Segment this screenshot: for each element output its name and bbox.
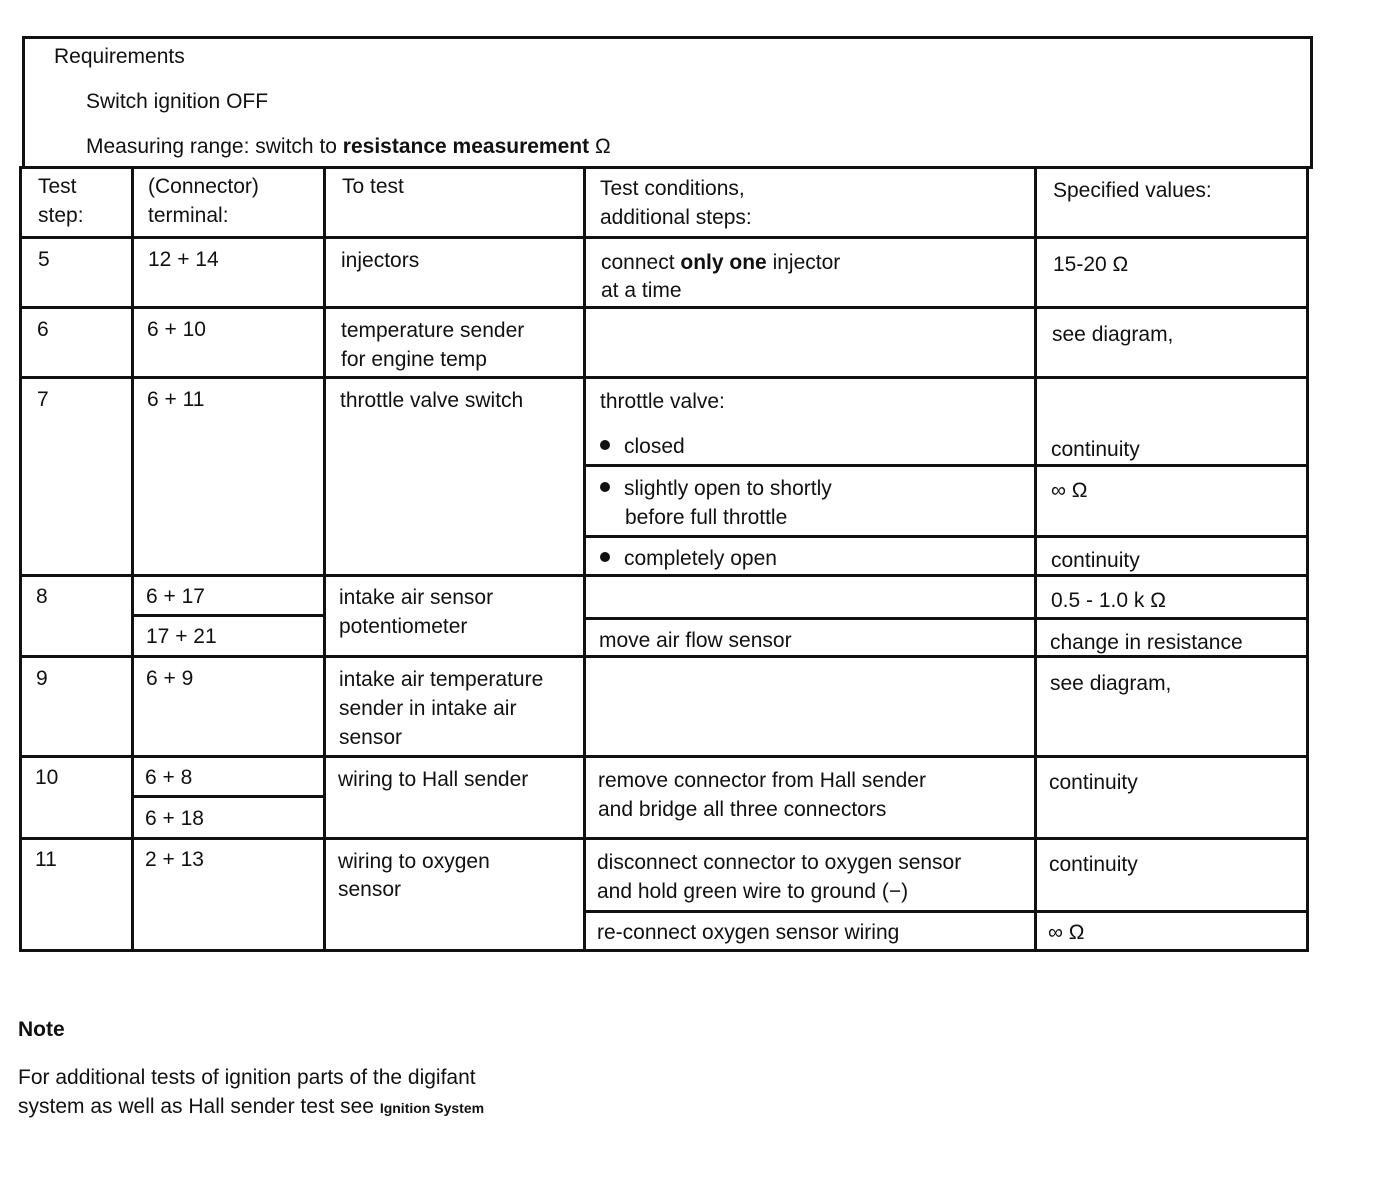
requirements-line-2 xyxy=(86,132,611,161)
header-to-test: To test xyxy=(342,175,404,198)
row5-test: injectors xyxy=(341,249,420,272)
note-line-1: For additional tests of ignition parts of the digifant xyxy=(18,1066,476,1089)
row5-terminal: 12 + 14 xyxy=(148,248,219,271)
row10-cond-line1: remove connector from Hall sender xyxy=(598,769,926,792)
row7-terminal: 6 + 11 xyxy=(147,388,205,411)
row6-test-line1: temperature sender xyxy=(341,319,525,342)
measuring-range-suffix: Ω xyxy=(589,135,611,158)
row7-value-closed: continuity xyxy=(1051,438,1140,461)
requirements-title: Requirements xyxy=(54,45,185,68)
row7-closed-label: closed xyxy=(624,435,685,458)
measuring-range-prefix: Measuring range: switch to xyxy=(86,135,343,158)
row8-value-b: change in resistance xyxy=(1050,631,1243,654)
row5-condition xyxy=(601,248,840,277)
note-title: Note xyxy=(18,1018,65,1041)
row8-value-a: 0.5 - 1.0 k Ω xyxy=(1051,589,1166,612)
row11-test-line1: wiring to oxygen xyxy=(338,850,490,873)
row-line-header xyxy=(19,236,1309,239)
requirements-line-1: Switch ignition OFF xyxy=(86,90,269,113)
col-line-2 xyxy=(323,166,326,952)
header-terminal: (Connector) terminal: xyxy=(148,175,259,227)
row10-terminal-b: 6 + 18 xyxy=(145,807,204,830)
row6-step: 6 xyxy=(37,318,49,341)
row7-test: throttle valve switch xyxy=(340,389,524,412)
row7-value-open: continuity xyxy=(1051,549,1140,572)
row-line-9 xyxy=(19,755,1309,758)
row7-sub-line-2 xyxy=(583,535,1309,538)
row5-cond-post: injector xyxy=(766,251,841,274)
row11-step: 11 xyxy=(35,848,57,871)
row9-test-line3: sensor xyxy=(339,726,403,749)
row7-bullet-slightly xyxy=(600,474,832,503)
row6-value: see diagram, xyxy=(1052,323,1174,346)
row7-step: 7 xyxy=(37,388,49,411)
row9-test-line2: sender in intake air xyxy=(339,697,517,720)
row-line-6 xyxy=(19,376,1309,379)
row8-condition-b: move air flow sensor xyxy=(599,629,792,652)
row11-cond-a-line2: and hold green wire to ground (−) xyxy=(597,880,909,903)
row9-test-line1: intake air temperature xyxy=(339,668,544,691)
row8-sub-line-terminal xyxy=(131,614,325,617)
row10-test: wiring to Hall sender xyxy=(338,768,529,791)
row5-cond-pre: connect xyxy=(601,251,681,274)
row6-test-line2: for engine temp xyxy=(341,348,487,371)
row7-value-slightly: ∞ Ω xyxy=(1051,479,1088,502)
row5-step: 5 xyxy=(38,248,50,271)
row11-cond-a-line1: disconnect connector to oxygen sensor xyxy=(597,851,962,874)
row9-step: 9 xyxy=(36,667,48,690)
row9-value: see diagram, xyxy=(1050,672,1172,695)
row6-terminal: 6 + 10 xyxy=(147,318,206,341)
row9-terminal: 6 + 9 xyxy=(146,667,194,690)
row10-step: 10 xyxy=(35,766,59,789)
row11-value-b: ∞ Ω xyxy=(1048,921,1085,944)
row7-slightly-label: slightly open to shortly xyxy=(624,477,832,500)
row8-test-line1: intake air sensor xyxy=(339,586,494,609)
row8-sub-line-right xyxy=(583,617,1309,620)
row8-step: 8 xyxy=(36,585,48,608)
col-line-1 xyxy=(131,166,134,952)
note-line-2-text: system as well as Hall sender test see xyxy=(18,1095,380,1118)
row11-sub-line-right xyxy=(583,910,1309,913)
row8-terminal-a: 6 + 17 xyxy=(146,585,205,608)
row-line-10 xyxy=(19,837,1309,840)
row7-open-label: completely open xyxy=(624,547,777,570)
row7-bullet-open xyxy=(600,544,777,573)
row8-terminal-b: 17 + 21 xyxy=(146,625,217,648)
header-conditions: Test conditions, additional steps: xyxy=(600,177,752,229)
row11-terminal: 2 + 13 xyxy=(145,848,204,871)
bullet-icon xyxy=(600,482,610,492)
col-line-3 xyxy=(583,166,586,952)
row11-test-line2: sensor xyxy=(338,878,402,901)
row-line-5 xyxy=(19,306,1309,309)
header-values: Specified values: xyxy=(1053,179,1212,202)
row5-value: 15-20 Ω xyxy=(1053,253,1129,276)
row11-value-a: continuity xyxy=(1049,853,1138,876)
bullet-icon xyxy=(600,552,610,562)
row10-terminal-a: 6 + 8 xyxy=(145,766,193,789)
row5-cond-bold: only one xyxy=(680,251,767,274)
row7-cond-head: throttle valve: xyxy=(600,390,725,413)
row5-condition-line2: at a time xyxy=(601,279,682,302)
row7-bullet-closed xyxy=(600,432,685,461)
row8-test-line2: potentiometer xyxy=(339,615,468,638)
row10-value: continuity xyxy=(1049,771,1138,794)
row10-cond-line2: and bridge all three connectors xyxy=(598,798,887,821)
row7-sub-line-1 xyxy=(583,464,1309,467)
note-line-2 xyxy=(18,1095,484,1119)
row7-slightly-line2: before full throttle xyxy=(625,506,788,529)
row11-condition-b: re-connect oxygen sensor wiring xyxy=(597,921,900,944)
measuring-range-bold: resistance measurement xyxy=(342,135,590,158)
col-line-4 xyxy=(1034,166,1037,952)
header-step: Test step: xyxy=(38,175,84,227)
row10-sub-line-terminal xyxy=(131,795,325,798)
ignition-system-link[interactable]: Ignition System xyxy=(379,1100,485,1116)
bullet-icon xyxy=(600,440,610,450)
